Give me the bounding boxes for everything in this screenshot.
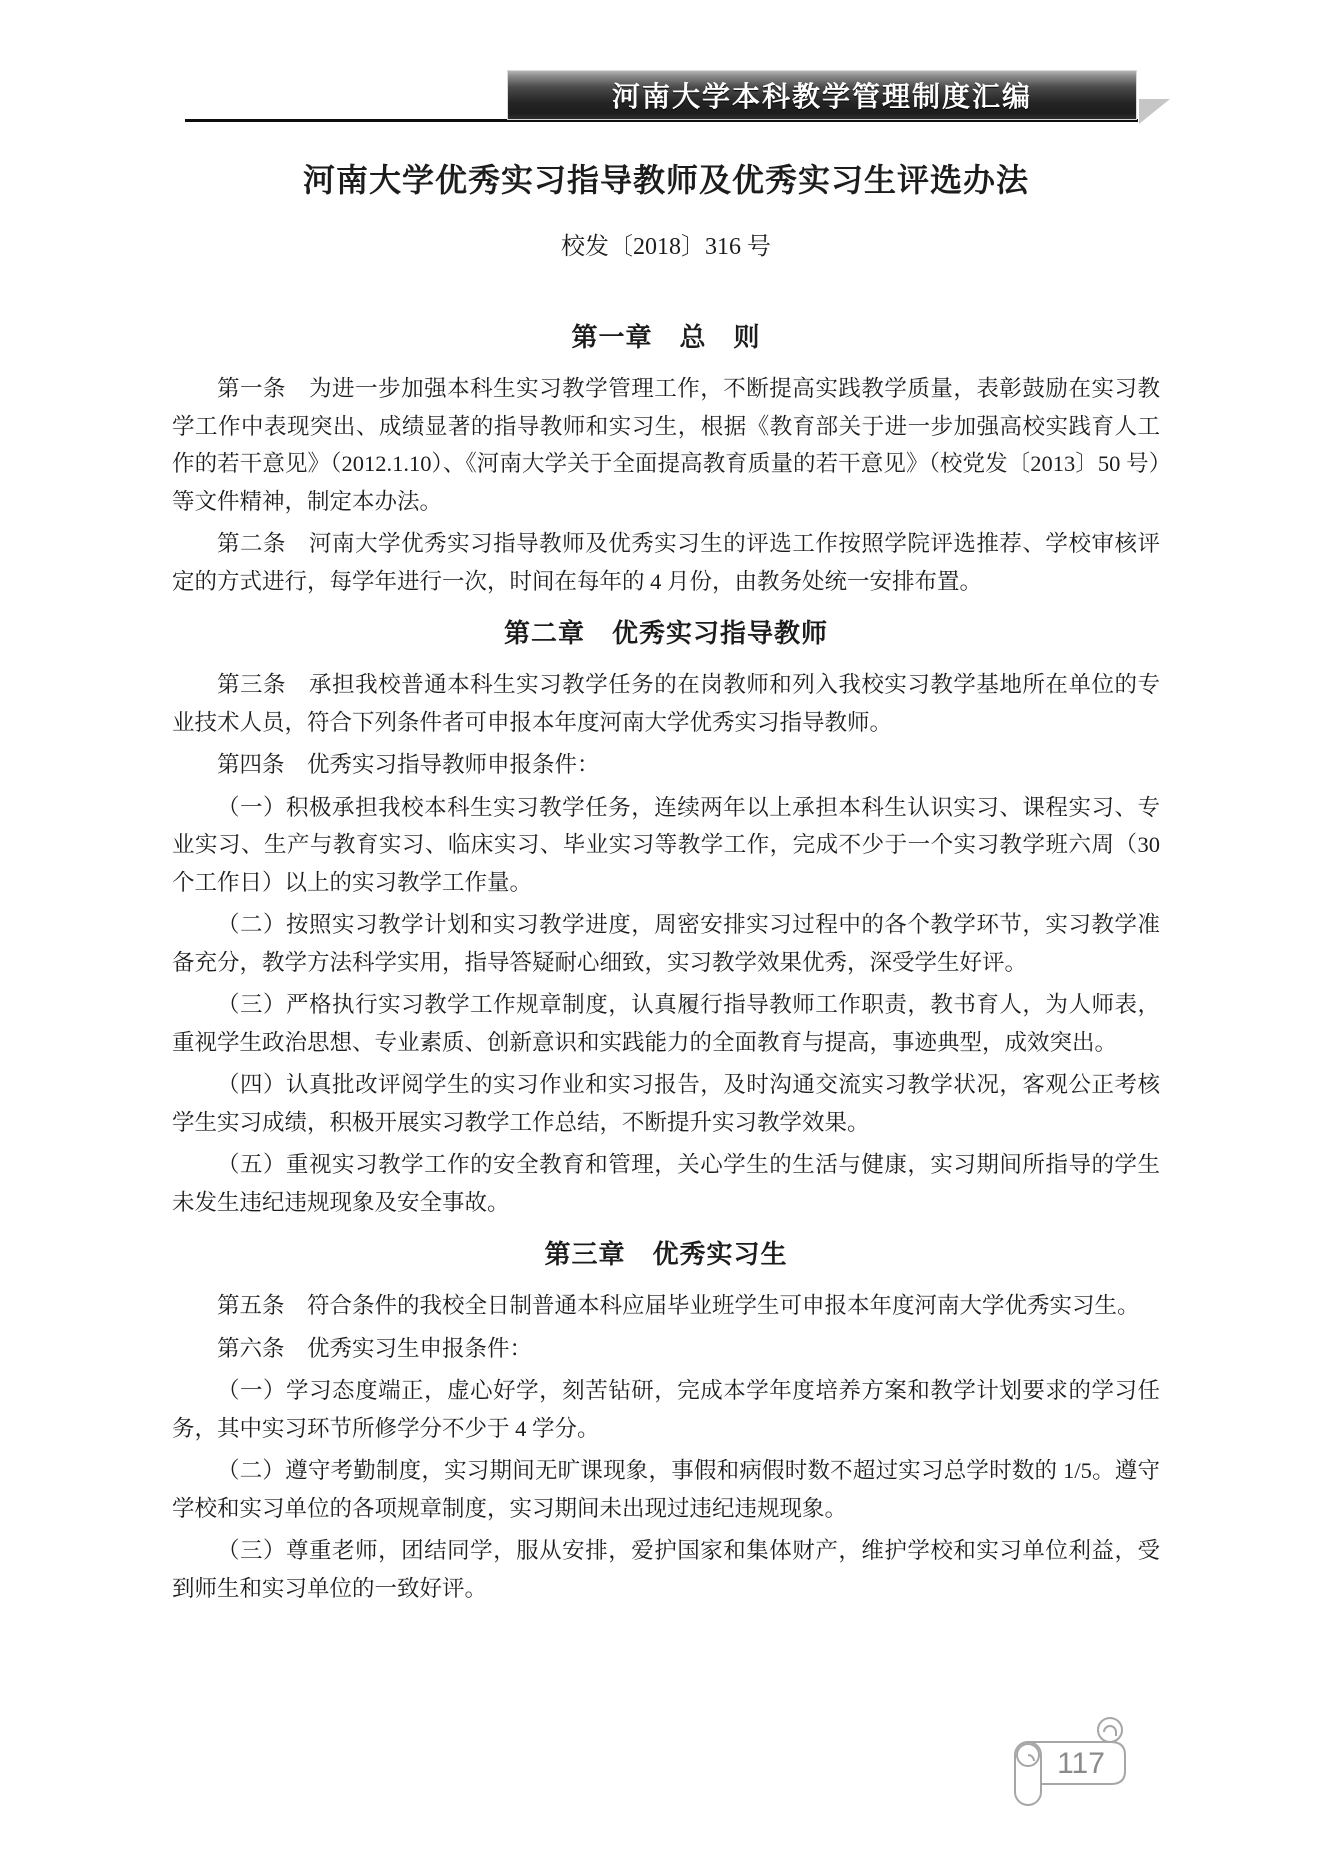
page-footer — [1003, 1710, 1135, 1812]
article-1-paragraph: 第一条 为进一步加强本科生实习教学管理工作，不断提高实践教学质量，表彰鼓励在实习教学工作中表现突出、成绩显著的指导教师和实习生，根据《教育部关于进一步加强高校实践育人工作的若干意见》（2012.1.10）、《河南大学关于全面提高教育质量的若干意见》（校党发〔2013〕50 号）等文件精神，制定本办法。 — [172, 376, 1160, 514]
page-number: 117 — [1057, 1747, 1105, 1780]
article-4-item-3: （三）严格执行实习教学工作规章制度，认真履行指导教师工作职责，教书育人，为人师表，重视学生政治思想、专业素质、创新意识和实践能力的全面教育与提高，事迹典型，成效突出。 — [172, 992, 1160, 1055]
article-5-paragraph: 第五条 符合条件的我校全日制普通本科应届毕业班学生可申报本年度河南大学优秀实习生。 — [217, 1293, 1140, 1318]
page-number-scroll-icon — [1003, 1710, 1135, 1812]
article-4-item-2: （二）按照实习教学计划和实习教学进度，周密安排实习过程中的各个教学环节，实习教学准备充分，教学方法科学实用，指导答疑耐心细致，实习教学效果优秀，深受学生好评。 — [172, 912, 1160, 975]
article-4-paragraph: 第四条 优秀实习指导教师申报条件： — [217, 752, 600, 777]
article-4-item-5: （五）重视实习教学工作的安全教育和管理，关心学生的生活与健康，实习期间所指导的学生未发生违纪违规现象及安全事故。 — [172, 1152, 1160, 1215]
chapter-1-heading: 第一章 总 则 — [571, 322, 761, 352]
article-4-item-4: （四）认真批改评阅学生的实习作业和实习报告，及时沟通交流实习教学状况，客观公正考核学生实习成绩，积极开展实习教学工作总结，不断提升实习教学效果。 — [172, 1072, 1160, 1135]
article-4-item-1: （一）积极承担我校本科生实习教学任务，连续两年以上承担本科生认识实习、课程实习、专业实习、生产与教育实习、临床实习、毕业实习等教学工作，完成不少于一个实习教学班六周（30 个工作日）以上的实习教学工作量。 — [172, 794, 1160, 895]
header-banner-text: 河南大学本科教学管理制度汇编 — [611, 82, 1032, 113]
document-number: 校发〔2018〕316 号 — [561, 234, 771, 260]
scroll-top-roll — [1098, 1718, 1122, 1742]
article-2-paragraph: 第二条 河南大学优秀实习指导教师及优秀实习生的评选工作按照学院评选推荐、学校审核评定的方式进行，每学年进行一次，时间在每年的 4 月份，由教务处统一安排布置。 — [172, 531, 1160, 594]
article-6-paragraph: 第六条 优秀实习生申报条件： — [217, 1335, 533, 1361]
document-title: 河南大学优秀实习指导教师及优秀实习生评选办法 — [302, 162, 1029, 198]
article-6-item-1: （一）学习态度端正，虚心好学，刻苦钻研，完成本学年度培养方案和教学计划要求的学习任务，其中实习环节所修学分不少于 4 学分。 — [172, 1378, 1160, 1441]
document-content — [172, 0, 1160, 1612]
article-3-paragraph: 第三条 承担我校普通本科生实习教学任务的在岗教师和列入我校实习教学基地所在单位的专业技术人员，符合下列条件者可申报本年度河南大学优秀实习指导教师。 — [172, 672, 1160, 735]
article-6-item-2: （二）遵守考勤制度，实习期间无旷课现象，事假和病假时数不超过实习总学时数的 1/5。遵守学校和实习单位的各项规章制度，实习期间未出现过违纪违规现象。 — [172, 1458, 1160, 1521]
chapter-2-heading: 第二章 优秀实习指导教师 — [503, 618, 828, 648]
article-6-item-3: （三）尊重老师，团结同学，服从安排，爱护国家和集体财产，维护学校和实习单位利益，受到师生和实习单位的一致好评。 — [172, 1538, 1160, 1601]
chapter-3-heading: 第三章 优秀实习生 — [544, 1239, 788, 1269]
